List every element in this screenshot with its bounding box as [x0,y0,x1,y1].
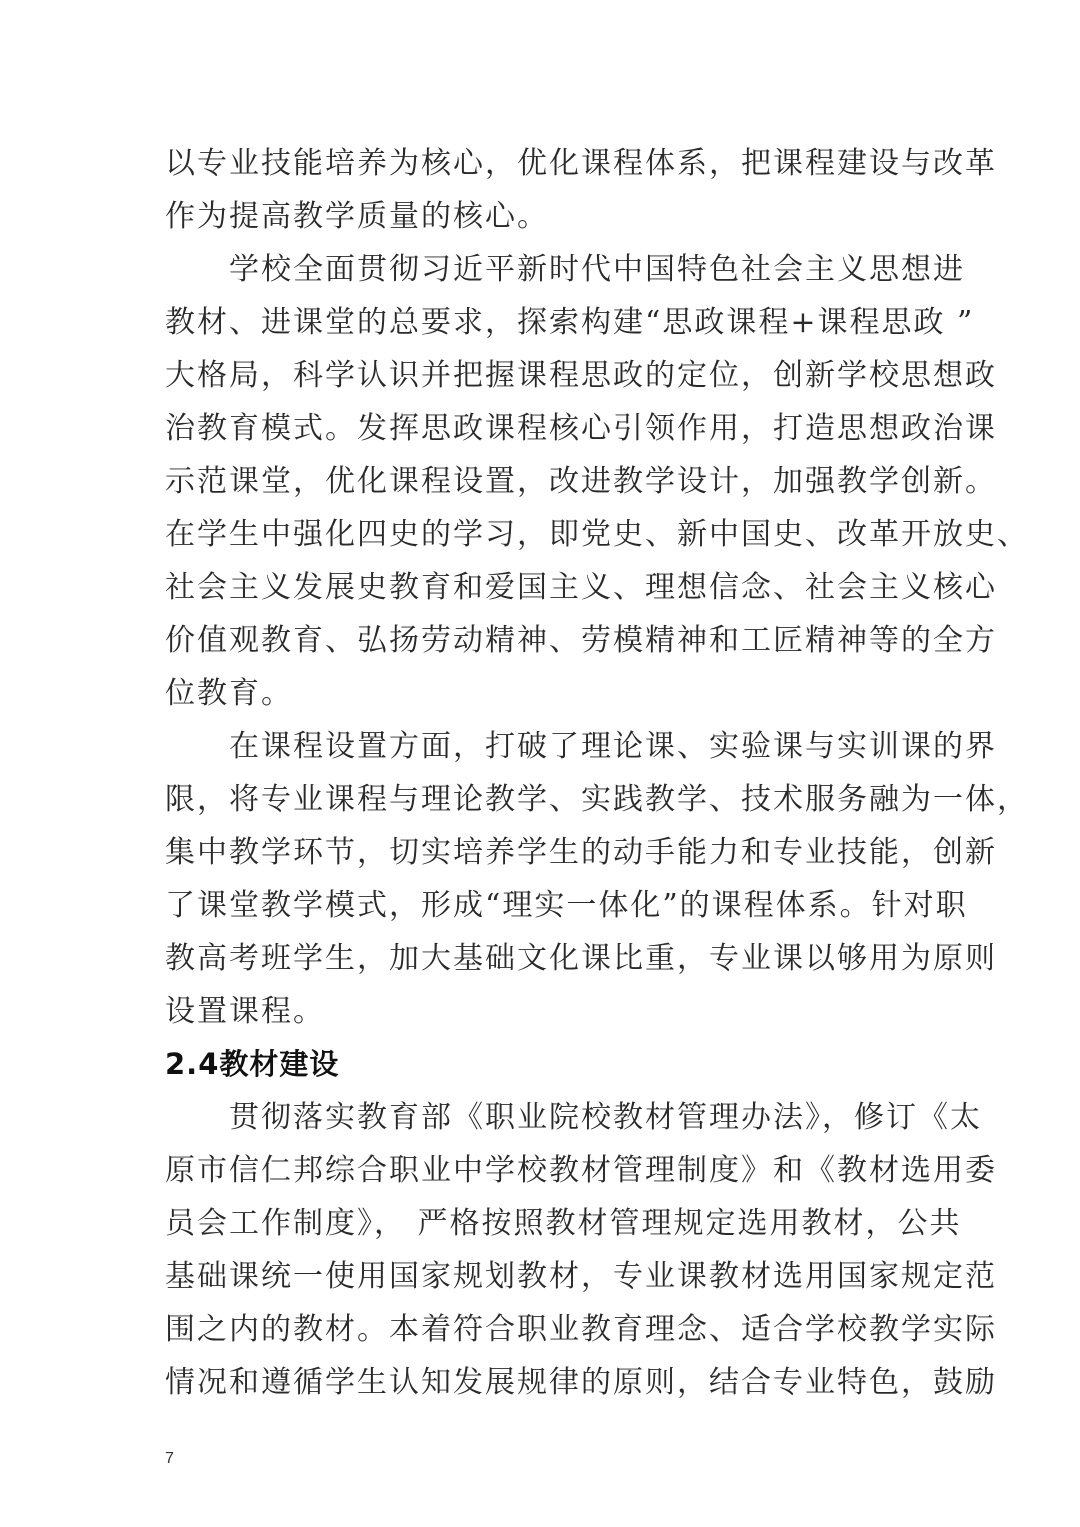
page-number: 7 [165,1450,174,1467]
text-line: 员会工作制度》， 严格按照教材管理规定选用教材，公共 [165,1206,962,1241]
text-line: 大格局，科学认识并把握课程思政的定位，创新学校思想政 [165,358,997,393]
text-line: 贯彻落实教育部《职业院校教材管理办法》，修订《太 [165,1100,982,1135]
text-line: 治教育模式。发挥思政课程核心引领作用，打造思想政治课 [165,411,997,446]
text-line: 设置课程。 [165,994,325,1029]
text-line: 价值观教育、弘扬劳动精神、劳模精神和工匠精神等的全方 [165,623,997,658]
text-line: 示范课堂，优化课程设置，改进教学设计，加强教学创新。 [165,464,997,499]
text-line: 在课程设置方面，打破了理论课、实验课与实训课的界 [165,729,997,764]
text-line: 教材、进课堂的总要求，探索构建“思政课程+课程思政 ” [165,305,975,340]
text-line: 限，将专业课程与理论教学、实践教学、技术服务融为一体， [165,782,1029,817]
text-line: 围之内的教材。本着符合职业教育理念、适合学校教学实际 [165,1312,997,1347]
text-line: 在学生中强化四史的学习，即党史、新中国史、改革开放史、 [165,517,1029,552]
text-line: 基础课统一使用国家规划教材，专业课教材选用国家规定范 [165,1259,997,1294]
section-heading: 2.4教材建设 [165,1047,340,1081]
text-line: 集中教学环节，切实培养学生的动手能力和专业技能，创新 [165,835,997,870]
text-line: 社会主义发展史教育和爱国主义、理想信念、社会主义核心 [165,570,997,605]
text-line: 情况和遵循学生认知发展规律的原则，结合专业特色，鼓励 [165,1365,997,1400]
text-line: 位教育。 [165,676,293,711]
text-line: 了课堂教学模式，形成“理实一体化”的课程体系。针对职 [165,888,968,923]
text-line: 教高考班学生，加大基础文化课比重，专业课以够用为原则 [165,941,997,976]
text-line: 学校全面贯彻习近平新时代中国特色社会主义思想进 [165,252,965,287]
text-line: 作为提高教学质量的核心。 [165,199,549,234]
document-body [165,137,1029,1409]
text-line: 以专业技能培养为核心，优化课程体系，把课程建设与改革 [165,146,997,181]
text-line: 原市信仁邦综合职业中学校教材管理制度》和《教材选用委 [165,1153,997,1188]
